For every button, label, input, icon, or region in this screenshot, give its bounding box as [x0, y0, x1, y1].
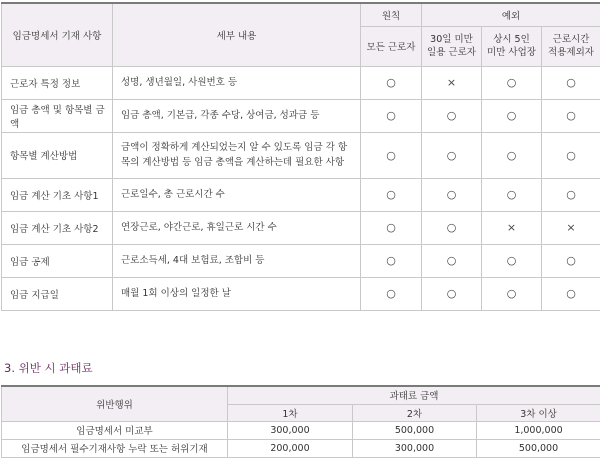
row-detail: 금액이 정확하게 계산되었는지 알 수 있도록 임금 각 항목의 계산방법 등 임금 총액을 계산하는데 필요한 사항	[113, 132, 361, 178]
mark-small-business: ○	[482, 178, 542, 211]
table-row	[2, 211, 600, 244]
mark-small-business: ○	[482, 66, 542, 99]
mark-small-business: ○	[482, 277, 542, 310]
fine-second: 500,000	[353, 421, 477, 439]
header-exception: 예외	[422, 3, 600, 26]
table-row	[2, 421, 600, 439]
mark-daily-workers: ○	[422, 178, 482, 211]
violation-cell: 임금명세서 필수기재사항 누락 또는 허위기재	[2, 439, 228, 457]
header-second: 2차	[353, 404, 477, 421]
table-row	[2, 132, 600, 178]
header-item: 임금명세서 기재 사항	[2, 3, 113, 66]
table-row	[2, 439, 600, 457]
mark-all-workers: ○	[361, 99, 422, 132]
header-third: 3차 이상	[477, 404, 600, 421]
row-item: 항목별 계산방법	[2, 132, 113, 178]
mark-hours-exempt: ×	[542, 211, 600, 244]
header-daily-workers-line2: 일용 근로자	[427, 47, 476, 58]
violation-cell: 임금명세서 미교부	[2, 421, 228, 439]
row-item: 임금 지급일	[2, 277, 113, 310]
row-item: 임금 공제	[2, 244, 113, 277]
row-detail: 임금 총액, 기본급, 각종 수당, 상여금, 성과금 등	[113, 99, 361, 132]
mark-all-workers: ○	[361, 244, 422, 277]
header-daily-workers	[422, 26, 482, 66]
header-hours-exempt-line1: 근로시간	[552, 34, 590, 45]
header-detail: 세부 내용	[113, 3, 361, 66]
mark-hours-exempt: ○	[542, 178, 600, 211]
row-item: 임금 계산 기초 사항1	[2, 178, 113, 211]
mark-hours-exempt: ○	[542, 99, 600, 132]
mark-small-business: ○	[482, 132, 542, 178]
wage-statement-items-table	[1, 2, 600, 311]
mark-daily-workers: ○	[422, 99, 482, 132]
fine-first: 200,000	[228, 439, 353, 457]
table-row	[2, 99, 600, 132]
table-row	[2, 277, 600, 310]
table-row	[2, 244, 600, 277]
row-detail: 매월 1회 이상의 일정한 날	[113, 277, 361, 310]
table-row	[2, 66, 600, 99]
mark-all-workers: ○	[361, 132, 422, 178]
mark-hours-exempt: ○	[542, 244, 600, 277]
section-title: 3. 위반 시 과태료	[4, 361, 93, 375]
mark-hours-exempt: ○	[542, 277, 600, 310]
header-hours-exempt-line2: 적용제외자	[548, 47, 594, 58]
header-violation: 위반행위	[2, 386, 228, 421]
mark-all-workers: ○	[361, 211, 422, 244]
row-item: 근로자 특정 정보	[2, 66, 113, 99]
row-item: 임금 총액 및 항목별 금액	[2, 99, 113, 132]
penalty-table	[1, 385, 600, 458]
row-detail: 근로소득세, 4대 보험료, 조합비 등	[113, 244, 361, 277]
fine-third: 1,000,000	[477, 421, 600, 439]
row-item: 임금 계산 기초 사항2	[2, 211, 113, 244]
mark-daily-workers: ○	[422, 211, 482, 244]
row-detail: 성명, 생년월일, 사원번호 등	[113, 66, 361, 99]
fine-third: 500,000	[477, 439, 600, 457]
mark-daily-workers: ○	[422, 132, 482, 178]
header-small-business-line2: 미만 사업장	[487, 47, 536, 58]
header-fine-amount: 과태료 금액	[228, 386, 600, 404]
row-detail: 연장근로, 야간근로, 휴일근로 시간 수	[113, 211, 361, 244]
header-hours-exempt	[542, 26, 600, 66]
mark-all-workers: ○	[361, 277, 422, 310]
mark-hours-exempt: ○	[542, 132, 600, 178]
table-row	[2, 178, 600, 211]
header-principle: 원칙	[361, 3, 422, 26]
mark-all-workers: ○	[361, 178, 422, 211]
mark-all-workers: ○	[361, 66, 422, 99]
header-all-workers: 모든 근로자	[361, 26, 422, 66]
mark-daily-workers: ×	[422, 66, 482, 99]
mark-small-business: ×	[482, 211, 542, 244]
mark-small-business: ○	[482, 99, 542, 132]
mark-hours-exempt: ○	[542, 66, 600, 99]
header-small-business	[482, 26, 542, 66]
fine-second: 300,000	[353, 439, 477, 457]
mark-daily-workers: ○	[422, 244, 482, 277]
mark-small-business: ○	[482, 244, 542, 277]
header-first: 1차	[228, 404, 353, 421]
fine-first: 300,000	[228, 421, 353, 439]
mark-daily-workers: ○	[422, 277, 482, 310]
header-small-business-line1: 상시 5인	[493, 34, 530, 45]
row-detail: 근로일수, 총 근로시간 수	[113, 178, 361, 211]
header-daily-workers-line1: 30일 미만	[430, 34, 473, 45]
